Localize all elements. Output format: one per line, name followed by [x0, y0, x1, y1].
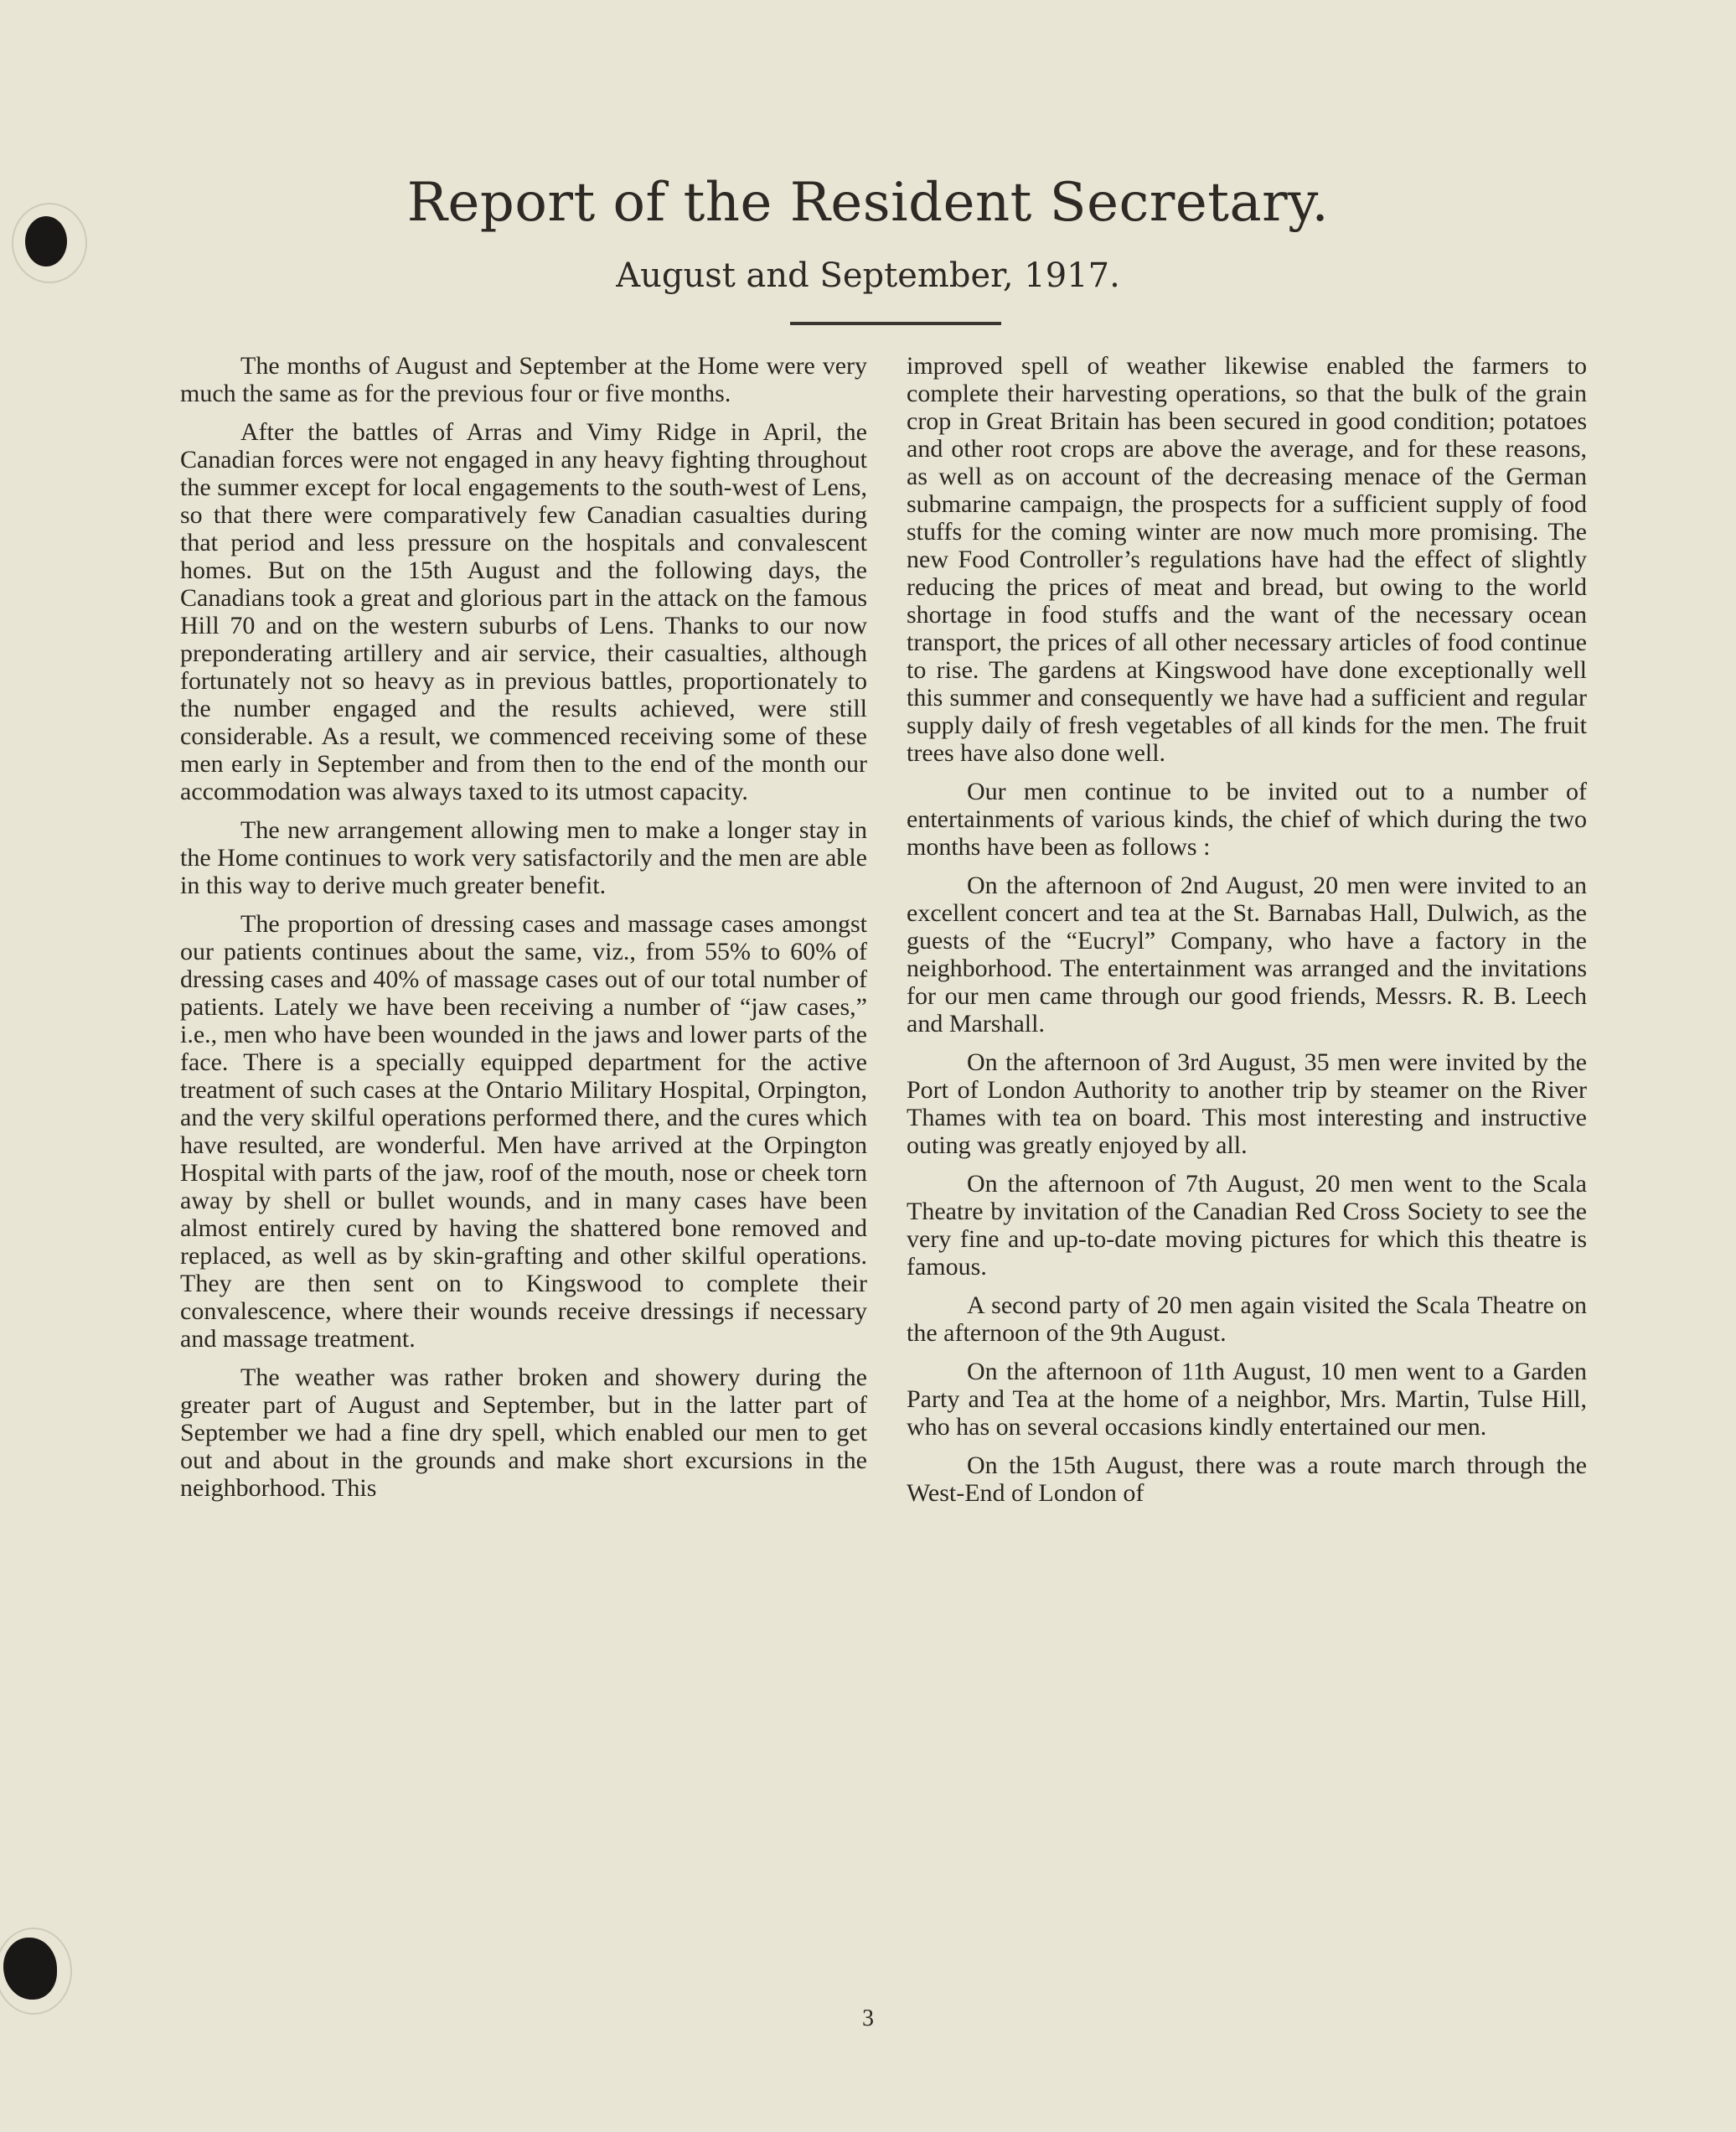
- paragraph: The new arrangement allowing men to make a longer stay in the Home continues to work very satisfactorily and the men are able in this way to derive much greater benefit.: [180, 816, 867, 899]
- paragraph: improved spell of weather likewise enabled the farmers to complete their harvesting operations, so that the bulk of the grain crop in Great Britain has been secured in good condition; potatoes and other root crops are above the average, and for these reasons, as well as on account of the decreasing menace of the German submarine campaign, the prospects for a sufficient supply of food stuffs for the coming winter are now much more promising. The new Food Controller’s regulations have had the effect of slightly reducing the prices of meat and bread, but owing to the world shortage in food stuffs and the want of the necessary ocean transport, the prices of all other necessary articles of food continue to rise. The gardens at Kingswood have done exceptionally well this summer and consequently we have had a sufficient and regular supply daily of fresh vegetables of all kinds for the men. The fruit trees have also done well.: [907, 352, 1587, 767]
- page-title: Report of the Resident Secretary.: [406, 172, 1330, 234]
- paragraph: On the afternoon of 7th August, 20 men went to the Scala Theatre by invitation of the Canadian Red Cross Society to see the very fine and up-to-date moving pictures for which this theatre is famous.: [907, 1170, 1587, 1281]
- paragraph: After the battles of Arras and Vimy Ridge in April, the Canadian forces were not engaged in any heavy fighting throughout the summer except for local engagements to the south-west of Lens, so that there were comparatively few Canadian casualties during that period and less pressure on the hospitals and convalescent homes. But on the 15th August and the following days, the Canadians took a great and glorious part in the attack on the famous Hill 70 and on the western suburbs of Lens. Thanks to our now preponderating artillery and air service, their casualties, although fortunately not so heavy as in previous battles, proportionately to the number engaged and the results achieved, were still considerable. As a result, we commenced receiving some of these men early in September and from then to the end of the month our accommodation was always taxed to its utmost capacity.: [180, 418, 867, 805]
- paragraph: The months of August and September at the Home were very much the same as for the previous four or five months.: [180, 352, 867, 407]
- paragraph: The proportion of dressing cases and massage cases amongst our patients continues about the same, viz., from 55% to 60% of dressing cases and 40% of massage cases out of our total number of patients. Lately we have been receiving a number of “jaw cases,” i.e., men who have been wounded in the jaws and lower parts of the face. There is a specially equipped department for the active treatment of such cases at the Ontario Military Hospital, Orpington, and the very skilful operations performed there, and the cures which have resulted, are wonderful. Men have arrived at the Orpington Hospital with parts of the jaw, roof of the mouth, nose or cheek torn away by shell or bullet wounds, and in many cases have been almost entirely cured by having the shattered bone removed and replaced, as well as by skin-grafting and other skilful operations. They are then sent on to Kingswood to complete their convalescence, where their wounds receive dressings if necessary and massage treatment.: [180, 910, 867, 1353]
- paragraph: A second party of 20 men again visited the Scala Theatre on the afternoon of the 9th August.: [907, 1291, 1587, 1347]
- page-subtitle: August and September, 1917.: [616, 256, 1120, 295]
- page-number: 3: [862, 2005, 874, 2031]
- paragraph: Our men continue to be invited out to a number of entertainments of various kinds, the chief of which during the two months have been as follows :: [907, 778, 1587, 861]
- left-column: [180, 352, 867, 1513]
- paragraph: On the 15th August, there was a route march through the West-End of London of: [907, 1452, 1587, 1507]
- right-column: [907, 352, 1587, 1518]
- paragraph: On the afternoon of 2nd August, 20 men were invited to an excellent concert and tea at the St. Barnabas Hall, Dulwich, as the guests of the “Eucryl” Company, who have a factory in the neighborhood. The entertainment was arranged and the invitations for our men came through our good friends, Messrs. R. B. Leech and Marshall.: [907, 872, 1587, 1038]
- paragraph: On the afternoon of 11th August, 10 men went to a Garden Party and Tea at the home of a neighbor, Mrs. Martin, Tulse Hill, who has on several occasions kindly entertained our men.: [907, 1358, 1587, 1441]
- binder-hole-bottom: [3, 1938, 57, 2000]
- paragraph: The weather was rather broken and showery during the greater part of August and September, but in the latter part of September we had a fine dry spell, which enabled our men to get out and about in the grounds and make short excursions in the neighborhood. This: [180, 1364, 867, 1502]
- paragraph: On the afternoon of 3rd August, 35 men were invited by the Port of London Authority to another trip by steamer on the River Thames with tea on board. This most interesting and instructive outing was greatly enjoyed by all.: [907, 1048, 1587, 1159]
- title-divider: [790, 322, 1001, 325]
